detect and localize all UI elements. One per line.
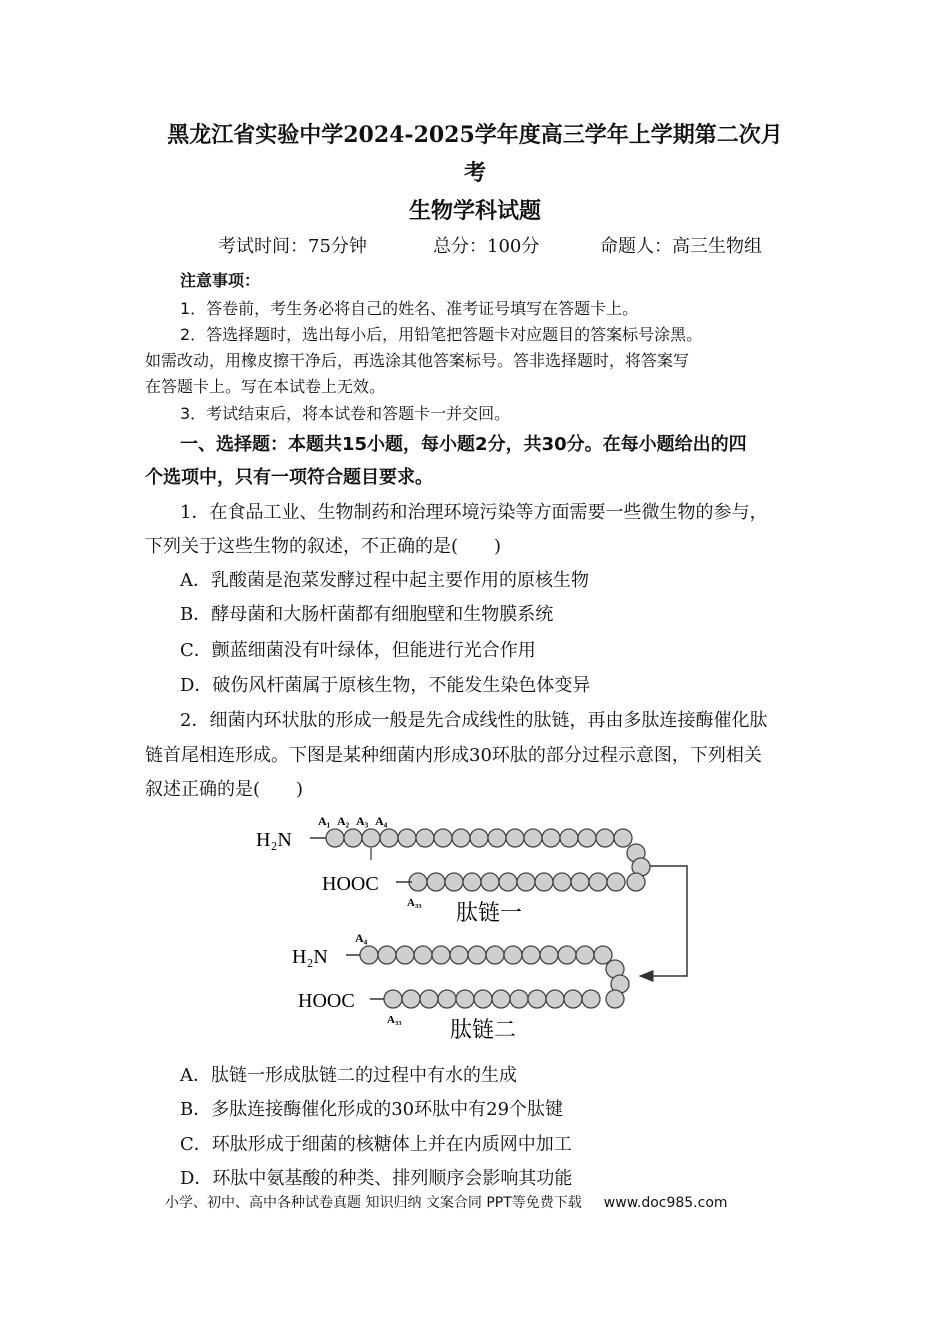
amino-acid-bead	[558, 946, 576, 964]
exam-title-line1: 黑龙江省实验中学2024-2025学年度高三学年上学期第二次月	[167, 122, 783, 148]
amino-acid-bead	[463, 873, 481, 891]
amino-acid-bead	[414, 946, 432, 964]
notice-item: 3．考试结束后，将本试卷和答题卡一并交回。	[180, 404, 511, 423]
amino-acid-bead	[481, 873, 499, 891]
amino-acid-bead	[452, 829, 470, 847]
q1-option-a: A．乳酸菌是泡菜发酵过程中起主要作用的原核生物	[180, 570, 589, 591]
amino-acid-bead	[416, 829, 434, 847]
amino-acid-bead	[398, 829, 416, 847]
amino-acid-bead	[517, 873, 535, 891]
section-heading-line2: 个选项中，只有一项符合题目要求。	[145, 467, 433, 488]
amino-acid-bead	[571, 873, 589, 891]
a33-label-chain2: A₃₃	[387, 1014, 402, 1026]
q2-option-b: B．多肽连接酶催化形成的30环肽中有29个肽键	[180, 1099, 564, 1120]
amino-acid-bead	[470, 829, 488, 847]
total-score: 总分：100分	[433, 236, 540, 257]
amino-acid-bead	[510, 990, 528, 1008]
amino-acid-bead	[596, 829, 614, 847]
a4-label-chain2: A₄	[355, 931, 368, 945]
section-heading-line1: 一、选择题：本题共15小题，每小题2分，共30分。在每小题给出的四	[180, 434, 747, 455]
amino-acid-bead	[627, 873, 645, 891]
amino-acid-bead	[607, 873, 625, 891]
amino-acid-bead	[589, 873, 607, 891]
amino-acid-bead	[438, 990, 456, 1008]
a33-label-chain1: A₃₃	[407, 897, 422, 909]
amino-acid-bead	[344, 829, 362, 847]
q2-option-a: A．肽链一形成肽链二的过程中有水的生成	[180, 1065, 517, 1086]
amino-acid-bead	[326, 829, 344, 847]
amino-acid-bead	[488, 829, 506, 847]
footer-site[interactable]: www.doc985.com	[603, 1195, 728, 1211]
q2-stem-line1: 2．细菌内环状肽的形成一般是先合成线性的肽链，再由多肽连接酶催化肽	[180, 710, 768, 731]
amino-acid-bead	[506, 829, 524, 847]
exam-title-line2: 考	[463, 160, 486, 186]
amino-acid-bead	[528, 990, 546, 1008]
amino-acid-bead	[445, 873, 463, 891]
peptide-diagram	[0, 808, 950, 1048]
notice-item: 在答题卡上。写在本试卷上无效。	[145, 377, 386, 396]
amino-acid-bead	[564, 990, 582, 1008]
q1-option-b: B．酵母菌和大肠杆菌都有细胞壁和生物膜系统	[180, 604, 554, 625]
amino-acid-bead	[486, 946, 504, 964]
q1-option-c: C．颤蓝细菌没有叶绿体，但能进行光合作用	[180, 640, 536, 661]
amino-acid-bead	[427, 873, 445, 891]
notice-item: 1．答卷前，考生务必将自己的姓名、准考证号填写在答题卡上。	[180, 299, 639, 318]
amino-acid-bead	[402, 990, 420, 1008]
notice-item: 如需改动，用橡皮擦干净后，再选涂其他答案标号。答非选择题时，将答案写	[145, 351, 690, 370]
a4-label-chain1: A₄	[375, 814, 388, 828]
author: 命题人：高三生物组	[600, 236, 762, 257]
subject-title: 生物学科试题	[408, 198, 541, 224]
footer	[165, 1192, 728, 1212]
amino-acid-bead	[553, 873, 571, 891]
hooc-label-chain2: HOOC	[298, 990, 355, 1012]
amino-acid-bead	[499, 873, 517, 891]
amino-acid-bead	[378, 946, 396, 964]
amino-acid-bead	[492, 990, 510, 1008]
exam-meta	[0, 232, 950, 256]
amino-acid-bead	[432, 946, 450, 964]
amino-acid-bead	[360, 946, 378, 964]
exam-time: 考试时间：75分钟	[218, 236, 367, 257]
amino-acid-bead	[524, 829, 542, 847]
notice-heading: 注意事项：	[180, 271, 261, 290]
chain1-label: 肽链一	[456, 900, 523, 925]
amino-acid-bead	[396, 946, 414, 964]
amino-acid-bead	[450, 946, 468, 964]
h2n-label-chain1: H₂N	[256, 829, 292, 851]
q1-stem-line1: 1．在食品工业、生物制药和治理环境污染等方面需要一些微生物的参与，	[180, 502, 768, 523]
q2-stem-line3: 叙述正确的是( )	[145, 779, 304, 800]
amino-acid-bead	[542, 829, 560, 847]
notice-item: 2．答选择题时，选出每小后，用铅笔把答题卡对应题目的答案标号涂黑。	[180, 325, 703, 344]
hooc-label-chain1: HOOC	[322, 873, 379, 895]
amino-acid-bead	[420, 990, 438, 1008]
amino-acid-bead	[468, 946, 486, 964]
q2-option-c: C．环肽形成于细菌的核糖体上并在内质网中加工	[180, 1134, 572, 1155]
q1-stem-line2: 下列关于这些生物的叙述，不正确的是( )	[145, 536, 502, 557]
amino-acid-bead	[614, 829, 632, 847]
amino-acid-bead	[546, 990, 564, 1008]
amino-acid-bead	[474, 990, 492, 1008]
footer-text: 小学、初中、高中各种试卷真题 知识归纳 文案合同 PPT等免费下载	[165, 1195, 582, 1211]
q2-stem-line2: 链首尾相连形成。下图是某种细菌内形成30环肽的部分过程示意图，下列相关	[145, 745, 762, 766]
amino-acid-bead	[578, 829, 596, 847]
amino-acid-bead	[576, 946, 594, 964]
amino-acid-bead	[362, 829, 380, 847]
a1-label: A₁	[318, 814, 331, 828]
amino-acid-bead	[582, 990, 600, 1008]
amino-acid-bead	[380, 829, 398, 847]
amino-acid-bead	[384, 990, 402, 1008]
q1-option-d: D．破伤风杆菌属于原核生物，不能发生染色体变异	[180, 675, 591, 696]
a2-label: A₂	[337, 814, 350, 828]
amino-acid-bead	[504, 946, 522, 964]
h2n-label-chain2: H₂N	[292, 946, 328, 968]
chain2-label: 肽链二	[450, 1017, 517, 1042]
amino-acid-bead	[456, 990, 474, 1008]
a3-label: A₃	[356, 814, 369, 828]
amino-acid-bead	[434, 829, 452, 847]
q2-option-d: D．环肽中氨基酸的种类、排列顺序会影响其功能	[180, 1168, 573, 1189]
amino-acid-bead	[522, 946, 540, 964]
amino-acid-bead	[540, 946, 558, 964]
amino-acid-bead	[606, 990, 624, 1008]
amino-acid-bead	[535, 873, 553, 891]
amino-acid-bead	[560, 829, 578, 847]
